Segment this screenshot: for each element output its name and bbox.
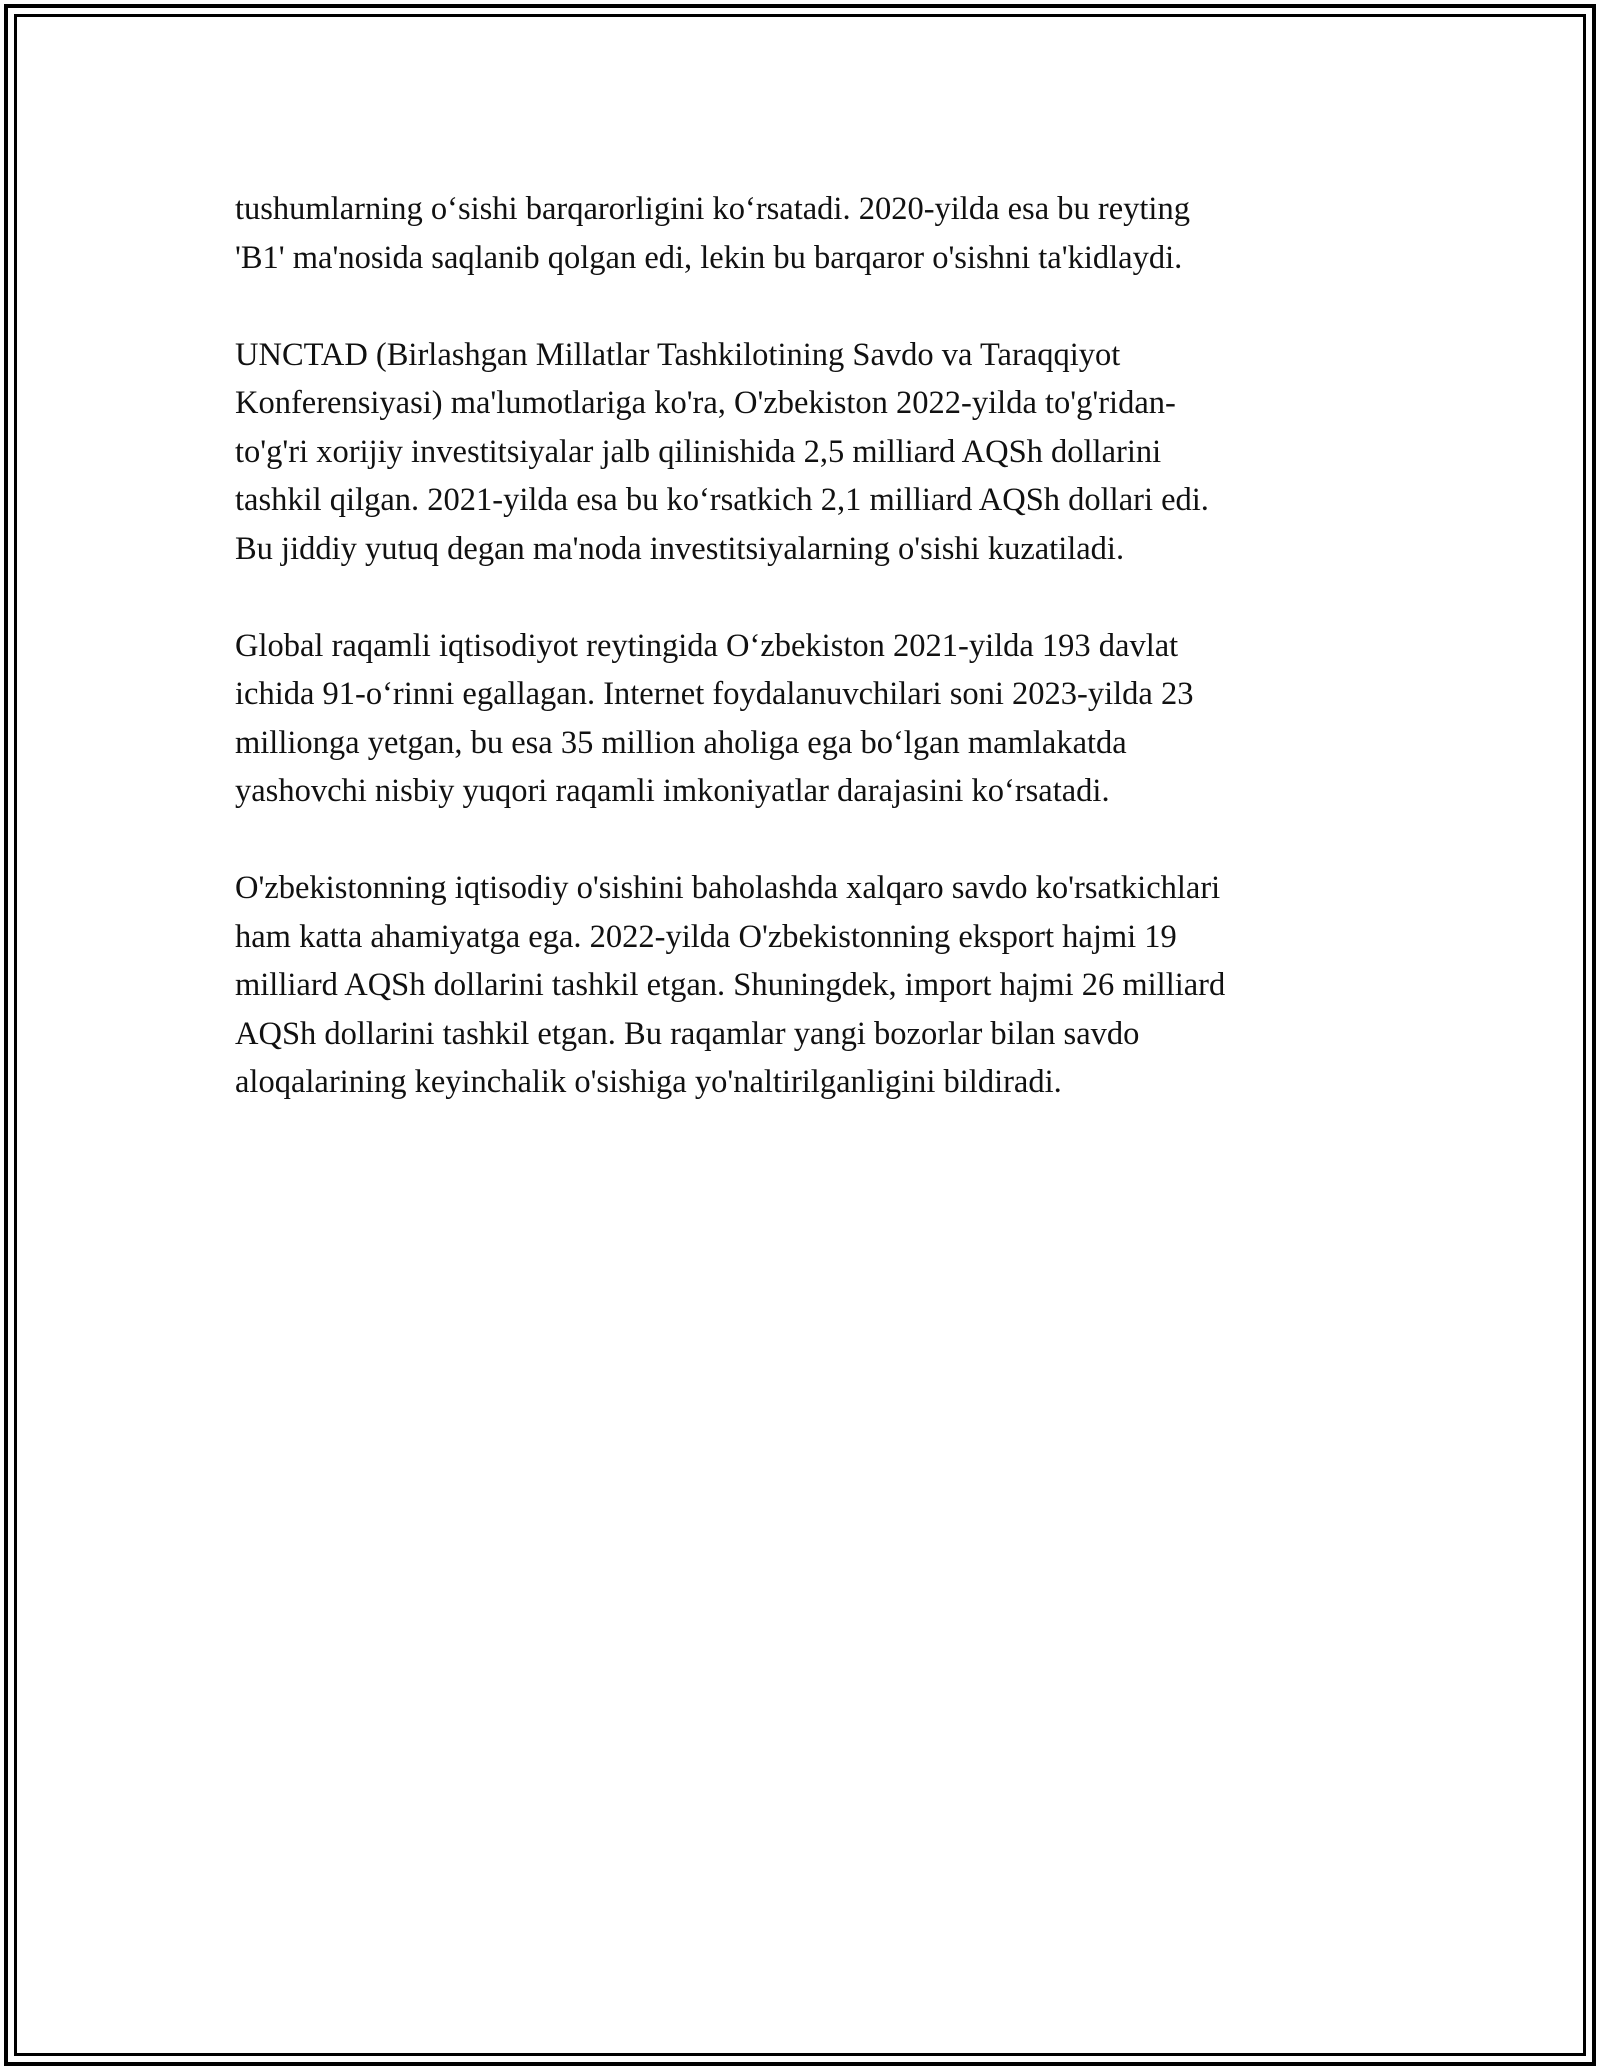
text-line: yashovchi nisbiy yuqori raqamli imkoniyatlar darajasini ko‘rsatadi. <box>235 773 1110 809</box>
text-line: to'g'ri xorijiy investitsiyalar jalb qilinishida 2,5 milliard AQSh dollarini <box>235 433 1162 470</box>
text-line: Konferensiyasi) ma'lumotlariga ko'ra, O'zbekiston 2022-yilda to'g'ridan- <box>235 385 1176 421</box>
text-line: AQSh dollarini tashkil etgan. Bu raqamlar yangi bozorlar bilan savdo <box>235 1015 1140 1052</box>
paragraph-digital-economy <box>235 622 1365 816</box>
text-line: ichida 91-o‘rinni egallagan. Internet foydalanuvchilari soni 2023-yilda 23 <box>235 676 1194 712</box>
text-line: tushumlarning o‘sishi barqarorligini ko‘rsatadi. 2020-yilda esa bu reyting <box>235 191 1190 227</box>
paragraph-foreign-trade <box>235 864 1365 1107</box>
text-line: aloqalarining keyinchalik o'sishiga yo'naltirilganligini bildiradi. <box>235 1064 1062 1100</box>
text-line: UNCTAD (Birlashgan Millatlar Tashkilotining Savdo va Taraqqiyot <box>235 336 1121 373</box>
text-line: milliard AQSh dollarini tashkil etgan. Shuningdek, import hajmi 26 milliard <box>235 967 1226 1003</box>
text-line: tashkil qilgan. 2021-yilda esa bu ko‘rsatkich 2,1 milliard AQSh dollari edi. <box>235 482 1209 518</box>
paragraph-credit-rating <box>235 185 1365 282</box>
text-line: ham katta ahamiyatga ega. 2022-yilda O'zbekistonning eksport hajmi 19 <box>235 918 1177 955</box>
document-body <box>235 185 1365 1155</box>
paragraph-unctad-investment <box>235 331 1365 574</box>
text-line: O'zbekistonning iqtisodiy o'sishini baholashda xalqaro savdo ko'rsatkichlari <box>235 870 1221 906</box>
text-line: 'B1' ma'nosida saqlanib qolgan edi, lekin bu barqaror o'sishni ta'kidlaydi. <box>235 239 1183 276</box>
text-line: Global raqamli iqtisodiyot reytingida O‘zbekiston 2021-yilda 193 davlat <box>235 627 1179 664</box>
text-line: millionga yetgan, bu esa 35 million aholiga ega bo‘lgan mamlakatda <box>235 724 1127 761</box>
text-line: Bu jiddiy yutuq degan ma'noda investitsiyalarning o'sishi kuzatiladi. <box>235 530 1125 567</box>
